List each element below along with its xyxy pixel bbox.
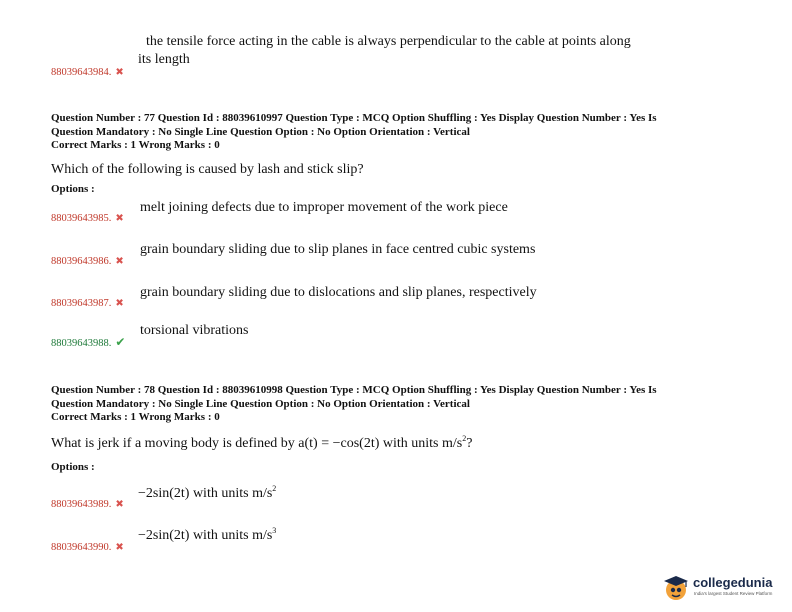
option-exponent: 3 (272, 526, 277, 535)
q77-marks: Correct Marks : 1 Wrong Marks : 0 (51, 139, 220, 151)
option-text: −2sin(2t) with units m/s (138, 528, 273, 543)
q78-options-label: Options : (51, 461, 95, 473)
cross-icon: ✖ (115, 67, 124, 78)
option-id: 88039643990. (51, 542, 112, 553)
logo-tagline: India's largest Student Review Platform (694, 591, 773, 596)
q77-question-text: Which of the following is caused by lash and stick slip? (51, 162, 364, 177)
q77-option-1-text: melt joining defects due to improper movement of the work piece (140, 200, 508, 215)
prev-option-text-line1: the tensile force acting in the cable is always perpendicular to the cable at points along (146, 34, 631, 49)
prev-option-text-line2: its length (138, 52, 190, 67)
q78-meta (51, 384, 657, 425)
q77-meta (51, 112, 657, 153)
q78-option-2-id-row (51, 537, 124, 555)
q78-question-exponent: 2 (462, 434, 467, 443)
q78-question-text (51, 436, 472, 452)
q77-option-4-id-row (51, 333, 125, 351)
q77-option-4-text: torsional vibrations (140, 323, 249, 338)
q77-options-label: Options : (51, 183, 95, 195)
option-id: 88039643986. (51, 256, 112, 267)
option-id: 88039643984. (51, 67, 112, 78)
q77-option-3-text: grain boundary sliding due to dislocations and slip planes, respectively (140, 285, 537, 300)
q77-meta-line1: Question Number : 77 Question Id : 88039610997 Question Type : MCQ Option Shuffling : Yes Display Question Number : Yes Is (51, 112, 657, 124)
q78-option-1-id-row (51, 494, 124, 512)
option-id: 88039643988. (51, 338, 112, 349)
graduation-cap-icon (661, 573, 691, 603)
q78-question-end: ? (466, 436, 473, 451)
prev-option-row (51, 62, 124, 80)
cross-icon: ✖ (115, 213, 124, 224)
q78-option-2-text (138, 528, 276, 544)
q78-marks: Correct Marks : 1 Wrong Marks : 0 (51, 411, 220, 423)
option-exponent: 2 (272, 484, 277, 493)
logo-name: collegedunia (693, 575, 773, 590)
option-id: 88039643987. (51, 298, 112, 309)
q77-meta-line2: Question Mandatory : No Single Line Question Option : No Option Orientation : Vertical (51, 125, 470, 138)
cross-icon: ✖ (115, 499, 124, 510)
q77-option-2-id-row (51, 251, 124, 269)
q78-option-1-text (138, 486, 276, 502)
cross-icon: ✖ (115, 256, 124, 267)
option-id: 88039643989. (51, 499, 112, 510)
q78-meta-line1: Question Number : 78 Question Id : 88039610998 Question Type : MCQ Option Shuffling : Yes Display Question Number : Yes Is (51, 384, 657, 396)
collegedunia-logo (661, 571, 789, 605)
q77-option-1-id-row (51, 208, 124, 226)
q78-meta-line2: Question Mandatory : No Single Line Question Option : No Option Orientation : Vertical (51, 397, 470, 410)
q77-option-3-id-row (51, 293, 124, 311)
cross-icon: ✖ (115, 298, 124, 309)
q78-question-main: What is jerk if a moving body is defined by a(t) = −cos(2t) with units m/s (51, 436, 463, 451)
q77-option-2-text: grain boundary sliding due to slip planes in face centred cubic systems (140, 242, 536, 257)
check-icon: ✔ (115, 335, 126, 349)
option-id: 88039643985. (51, 213, 112, 224)
option-text: −2sin(2t) with units m/s (138, 486, 273, 501)
cross-icon: ✖ (115, 542, 124, 553)
